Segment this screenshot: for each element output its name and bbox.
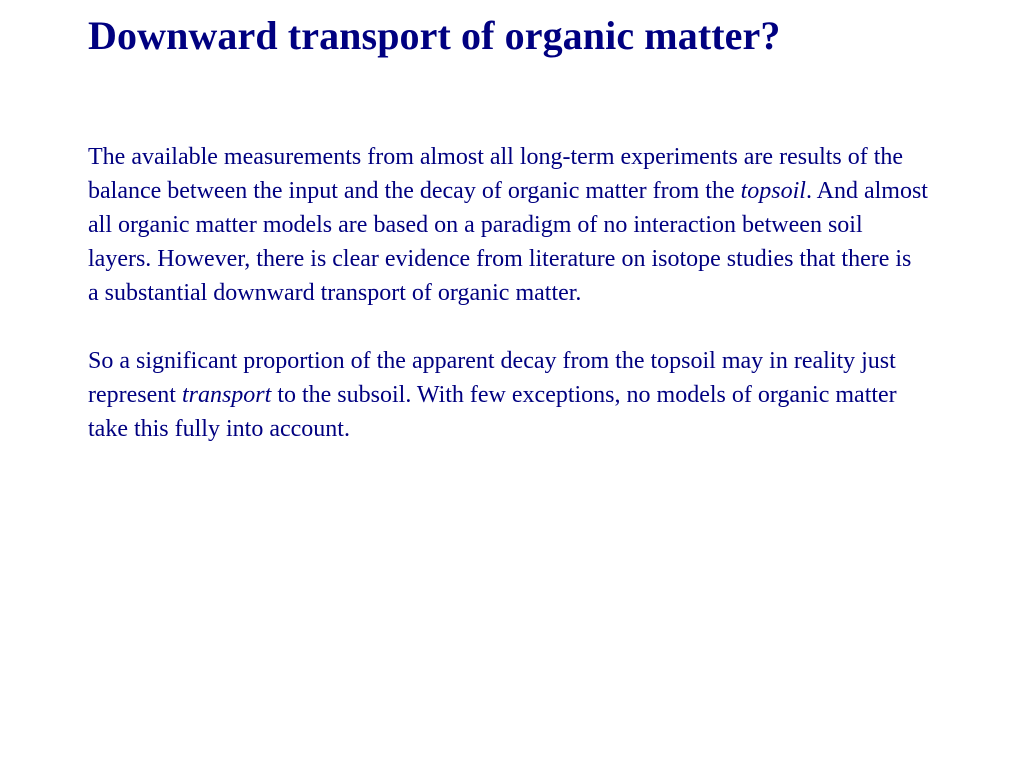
paragraph-2-text-before: So a significant proportion of the apparent decay from the topsoil may in reality just represent — [88, 348, 896, 408]
paragraph-2 — [88, 344, 928, 446]
paragraph-1-text-before: The available measurements from almost all long-term experiments are results of the balance between the input and the decay of organic matter from the — [88, 144, 904, 204]
paragraph-2-emphasis: transport — [181, 382, 272, 408]
slide-body — [88, 140, 928, 446]
paragraph-1 — [88, 140, 928, 310]
paragraph-1-emphasis: topsoil — [740, 178, 806, 204]
paragraph-2-text-after: to the subsoil. With few exceptions, no models of organic matter take this fully into account. — [88, 382, 897, 442]
slide-title: Downward transport of organic matter? — [88, 13, 781, 58]
paragraph-1-text-after: . And almost all organic matter models are based on a paradigm of no interaction between soil layers. However, there is clear evidence from literature on isotope studies that there is a substantial downward transport of organic matter. — [88, 178, 928, 306]
